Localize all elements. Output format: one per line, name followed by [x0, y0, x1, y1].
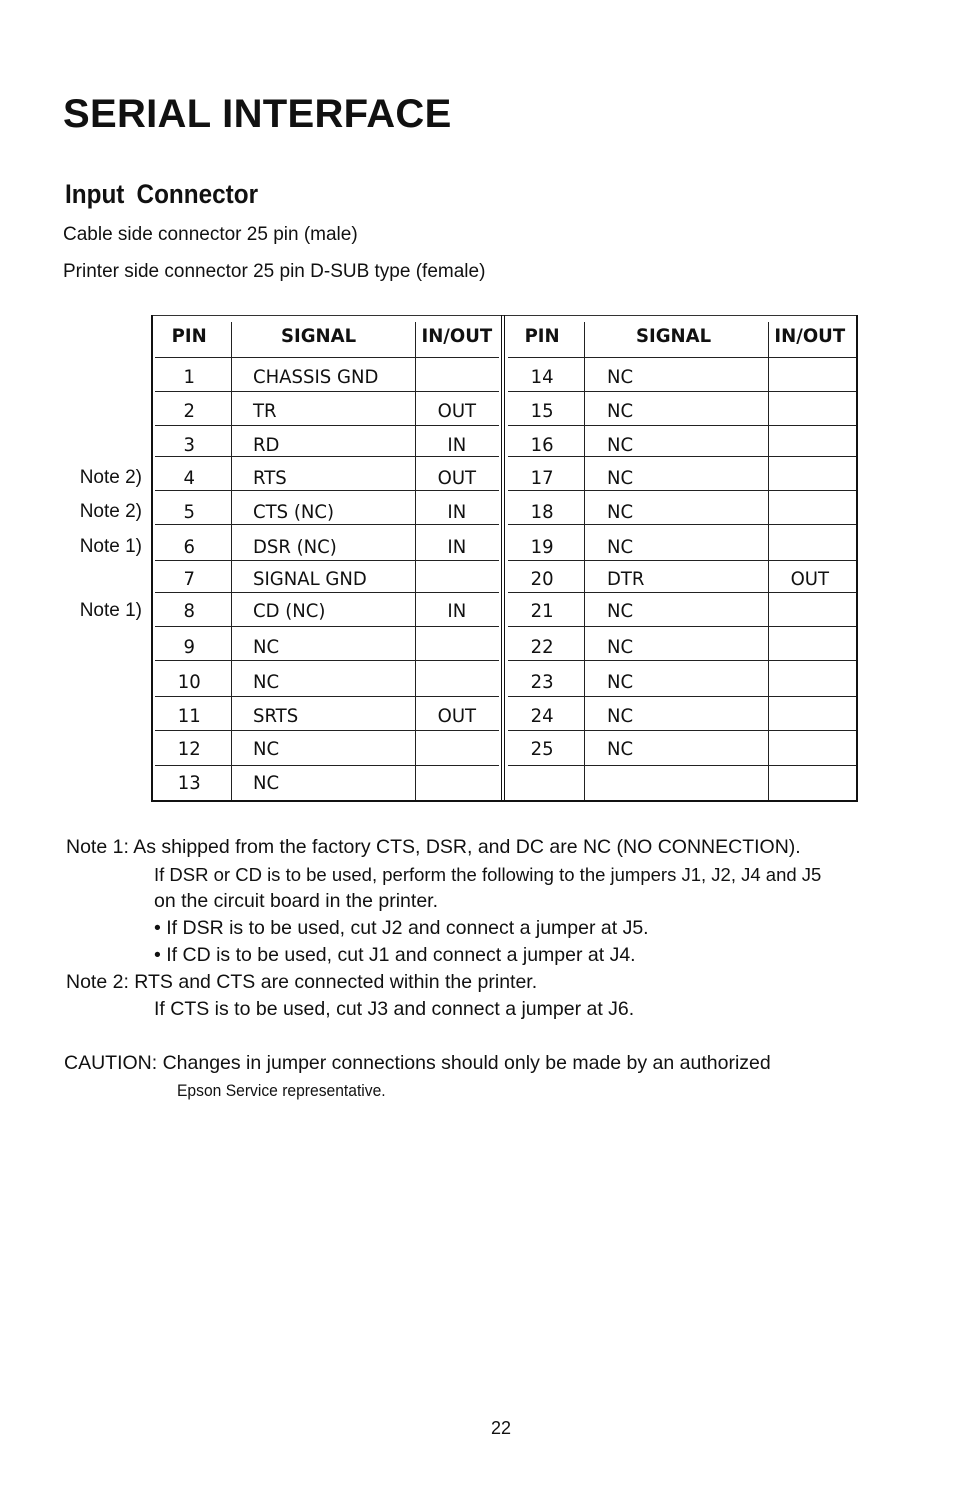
row-signal: NC — [253, 636, 280, 658]
row-signal: NC — [607, 738, 634, 760]
row-separator — [231, 592, 499, 593]
note-1: Note 1: As shipped from the factory CTS, DSR, and DC are NC (NO CONNECTION). — [66, 836, 801, 858]
col-divider — [768, 322, 769, 800]
row-separator — [155, 425, 231, 426]
row-separator — [155, 696, 231, 697]
page-title: SERIAL INTERFACE — [63, 92, 452, 136]
row-pin: 19 — [530, 536, 554, 558]
row-separator — [584, 524, 856, 525]
row-pin: 7 — [183, 568, 195, 590]
row-pin: 2 — [183, 400, 195, 422]
row-separator — [584, 696, 856, 697]
row-signal: NC — [607, 536, 634, 558]
row-pin: 18 — [530, 501, 554, 523]
row-in-out: OUT — [437, 467, 477, 489]
row-separator — [231, 425, 499, 426]
row-separator — [231, 456, 499, 457]
row-signal: NC — [607, 636, 634, 658]
header-in-out: IN/OUT — [774, 325, 846, 347]
row-separator — [155, 730, 231, 731]
row-separator — [584, 357, 856, 358]
row-separator — [508, 456, 584, 457]
row-pin: 4 — [183, 467, 195, 489]
row-pin: 21 — [530, 600, 554, 622]
note-1-bullet: • If CD is to be used, cut J1 and connect a jumper at J4. — [154, 944, 636, 966]
row-separator — [508, 425, 584, 426]
row-in-out: IN — [447, 434, 467, 456]
row-separator — [584, 660, 856, 661]
row-signal: NC — [607, 400, 634, 422]
row-pin: 23 — [530, 671, 554, 693]
row-signal: TR — [253, 400, 277, 422]
row-separator — [508, 592, 584, 593]
row-signal: CHASSIS GND — [253, 366, 379, 388]
row-pin: 8 — [183, 600, 195, 622]
row-separator — [584, 456, 856, 457]
row-in-out: IN — [447, 536, 467, 558]
row-pin: 9 — [183, 636, 195, 658]
header-signal: SIGNAL — [281, 325, 357, 347]
row-separator — [508, 626, 584, 627]
row-signal: SRTS — [253, 705, 299, 727]
cable-side-text: Cable side connector 25 pin (male) — [63, 224, 358, 245]
row-signal: NC — [253, 772, 280, 794]
row-separator — [508, 730, 584, 731]
note-1-bullet: • If DSR is to be used, cut J2 and connect a jumper at J5. — [154, 917, 649, 939]
table-center-divider — [501, 315, 505, 802]
row-signal: NC — [607, 467, 634, 489]
row-signal: NC — [607, 501, 634, 523]
row-in-out: IN — [447, 501, 467, 523]
row-signal: RD — [253, 434, 280, 456]
note-2-detail: If CTS is to be used, cut J3 and connect a jumper at J6. — [154, 998, 635, 1020]
row-signal: NC — [607, 671, 634, 693]
row-pin: 15 — [530, 400, 554, 422]
row-separator — [508, 660, 584, 661]
row-separator — [155, 490, 231, 491]
row-separator — [155, 391, 231, 392]
row-separator — [231, 391, 499, 392]
row-signal: SIGNAL GND — [253, 568, 367, 590]
row-pin: 14 — [530, 366, 554, 388]
row-separator — [231, 626, 499, 627]
row-separator — [231, 490, 499, 491]
row-note-label: Note 2) — [79, 467, 142, 488]
row-in-out: IN — [447, 600, 467, 622]
caution-text: Epson Service representative. — [177, 1081, 386, 1100]
table-left-border — [151, 315, 153, 802]
row-pin: 3 — [183, 434, 195, 456]
row-separator — [584, 626, 856, 627]
col-divider — [584, 322, 585, 800]
row-separator — [155, 524, 231, 525]
row-pin: 1 — [183, 366, 195, 388]
row-signal: NC — [607, 434, 634, 456]
row-separator — [508, 524, 584, 525]
row-separator — [584, 765, 856, 766]
row-signal: NC — [607, 366, 634, 388]
row-separator — [508, 696, 584, 697]
row-separator — [584, 592, 856, 593]
row-separator — [584, 730, 856, 731]
row-separator — [508, 560, 584, 561]
col-divider — [415, 322, 416, 800]
caution-text: CAUTION: Changes in jumper connections should only be made by an authorized — [64, 1052, 771, 1074]
row-separator — [584, 560, 856, 561]
row-pin: 10 — [177, 671, 201, 693]
header-signal: SIGNAL — [636, 325, 712, 347]
header-pin: PIN — [524, 325, 560, 347]
header-pin: PIN — [171, 325, 207, 347]
row-separator — [231, 765, 499, 766]
table-right-border — [856, 315, 858, 802]
row-separator — [231, 560, 499, 561]
row-separator — [155, 357, 231, 358]
row-note-label: Note 2) — [79, 501, 142, 522]
row-signal: DSR (NC) — [253, 536, 337, 558]
row-signal: NC — [607, 705, 634, 727]
row-separator — [231, 730, 499, 731]
row-separator — [584, 490, 856, 491]
row-signal: NC — [253, 671, 280, 693]
row-pin: 6 — [183, 536, 195, 558]
row-pin: 12 — [177, 738, 201, 760]
row-signal: CD (NC) — [253, 600, 326, 622]
row-separator — [584, 425, 856, 426]
row-signal: NC — [253, 738, 280, 760]
row-separator — [231, 696, 499, 697]
row-separator — [155, 765, 231, 766]
row-signal: NC — [607, 600, 634, 622]
printer-side-text: Printer side connector 25 pin D-SUB type (female) — [63, 261, 486, 282]
row-pin: 24 — [530, 705, 554, 727]
row-signal: DTR — [607, 568, 645, 590]
row-separator — [231, 660, 499, 661]
row-in-out: OUT — [437, 400, 477, 422]
row-in-out: OUT — [790, 568, 830, 590]
row-separator — [155, 592, 231, 593]
row-pin: 25 — [530, 738, 554, 760]
row-in-out: OUT — [437, 705, 477, 727]
row-pin: 16 — [530, 434, 554, 456]
row-separator — [155, 456, 231, 457]
row-signal: CTS (NC) — [253, 501, 335, 523]
note-1-detail: on the circuit board in the printer. — [154, 890, 438, 912]
row-separator — [508, 490, 584, 491]
row-separator — [155, 560, 231, 561]
row-pin: 20 — [530, 568, 554, 590]
row-note-label: Note 1) — [79, 600, 142, 621]
row-separator — [508, 391, 584, 392]
col-divider — [231, 322, 232, 800]
page-number: 22 — [490, 1418, 512, 1438]
note-1-detail: If DSR or CD is to be used, perform the following to the jumpers J1, J2, J4 and J5 — [154, 864, 822, 885]
row-signal: RTS — [253, 467, 287, 489]
row-separator — [508, 765, 584, 766]
row-separator — [231, 357, 499, 358]
row-pin: 11 — [177, 705, 201, 727]
row-pin: 22 — [530, 636, 554, 658]
header-in-out: IN/OUT — [421, 325, 493, 347]
row-separator — [155, 660, 231, 661]
note-2: Note 2: RTS and CTS are connected within the printer. — [66, 971, 538, 993]
row-separator — [508, 357, 584, 358]
row-note-label: Note 1) — [79, 536, 142, 557]
section-heading: Input Connector — [65, 179, 259, 209]
row-pin: 13 — [177, 772, 201, 794]
row-separator — [155, 626, 231, 627]
row-pin: 5 — [183, 501, 195, 523]
row-separator — [231, 524, 499, 525]
row-pin: 17 — [530, 467, 554, 489]
row-separator — [584, 391, 856, 392]
